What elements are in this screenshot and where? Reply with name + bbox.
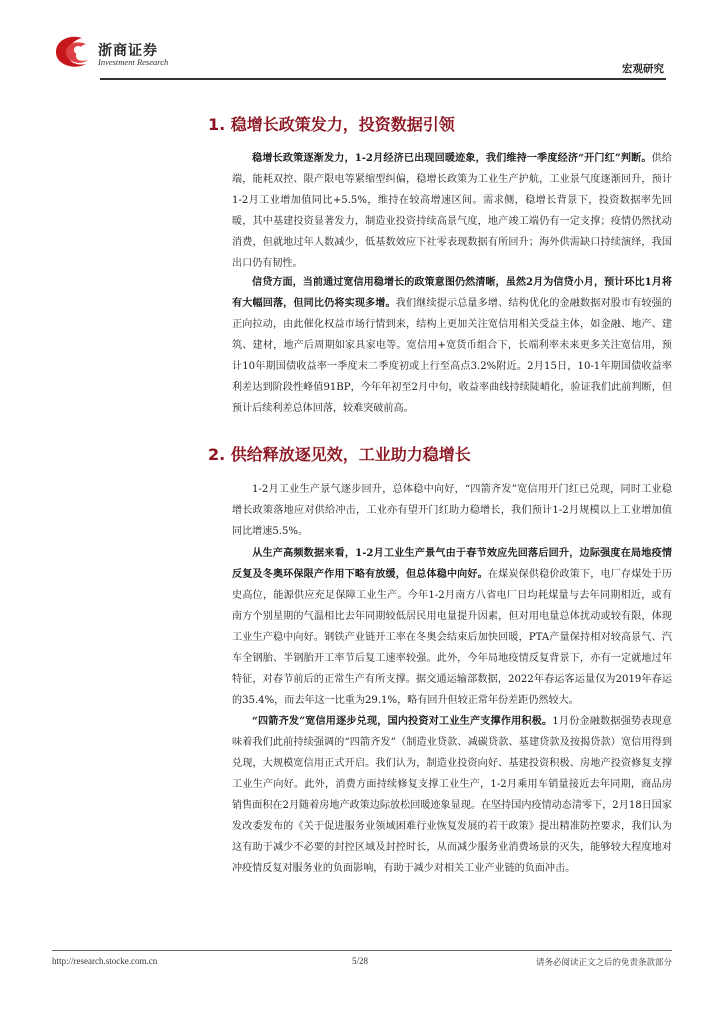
footer-divider xyxy=(52,950,672,951)
paragraph xyxy=(232,479,672,543)
paragraph-lead: “四箭齐发”宽信用逐步兑现，国内投资对工业生产支撑作用积极。 xyxy=(252,716,553,727)
paragraph xyxy=(232,272,672,432)
page-number: 5/28 xyxy=(352,956,369,966)
brand-subtitle: Investment Research xyxy=(98,57,169,67)
report-type: 宏观研究 xyxy=(622,63,664,75)
brand-name: 浙商证券 xyxy=(98,43,158,59)
paragraph-lead: 稳增长政策逐渐发力，1-2月经济已出现回暖迹象，我们维持一季度经济“开门红”判断。 xyxy=(252,153,652,164)
paragraph xyxy=(232,543,672,711)
paragraph-body: 在煤炭保供稳价政策下，电厂存煤处于历史高位，能源供应充足保障工业生产。今年1-2月南方八省电厂日均耗煤量与去年同期相近，或有南方个别星期的气温相比去年同期较低居民用电量提升因素，但对用电量总体扰动或较有限，体现工业生产稳中向好。钢铁产业链开工率在冬奥会结束后加快回暖，PTA产量保持相对较高景气、汽车全钢胎、半钢胎开工率节后复工速率较强。此外，今年局地疫情反复背景下，亦有一定就地过年特征，对春节前后的正常生产有所支撑。据交通运输部数据，2022年春运客运量仅为2019年春运的35.4%，而去年这一比重为29.1%，略有回升但较正常年份差距仍然较大。 xyxy=(232,569,673,706)
paragraph-body: 供给端，能耗双控、限产限电等紧缩型纠偏，稳增长政策为工业生产护航，工业景气度逐渐回升，预计1-2月工业增加值同比+5.5%，维持在较高增速区间。需求侧，稳增长背景下，投资数据率先回暖，其中基建投资显著发力，制造业投资持续高景气度，地产竣工端仍有一定支撑；疫情仍然扰动消费，但就地过年人数减少，低基数效应下社零表现数据有所回升；海外供需缺口持续演绎，我国出口仍有韧性。 xyxy=(232,153,672,269)
page-header xyxy=(0,0,724,80)
paragraph-lead: 从生产高频数据来看，1-2月工业生产景气由于春节效应先回落后回升，边际强度在局地疫情反复及冬奥环保限产作用下略有放缓，但总体稳中向好。 xyxy=(232,548,672,580)
paragraph-lead: 信贷方面，当前通过宽信用稳增长的政策意图仍然清晰，虽然2月为信贷小月，预计环比1月将有大幅回落，但同比仍将实现多增。 xyxy=(232,277,672,309)
disclaimer-note: 请务必阅读正文之后的免责条款部分 xyxy=(535,958,672,968)
paragraph xyxy=(232,711,672,911)
paragraph xyxy=(232,148,672,274)
section-title-2: 2. 供给释放逐见效，工业助力稳增长 xyxy=(208,445,471,464)
section-title-1: 1. 稳增长政策发力，投资数据引领 xyxy=(208,115,455,134)
zheshang-logo-icon xyxy=(52,32,92,68)
footer-url-link[interactable]: http://research.stocke.com.cn xyxy=(52,956,158,966)
paragraph-body: 我们继续提示总量多增、结构优化的金融数据对股市有较强的正向拉动，由此催化权益市场行情到来，结构上更加关注宽信用相关受益主体，如金融、地产、建筑、建材，地产后周期如家具家电等。宽信用+宽货币组合下，长端利率未来更多关注宽信用，预计10年期国债收益率一季度末二季度初或上行至高点3.2%附近。2月15日，10-1年期国债收益率利差达到阶段性峰值91BP，今年年初至2月中旬，收益率曲线持续陡峭化，验证我们此前判断，但预计后续利差总体回落，较难突破前高。 xyxy=(232,298,673,414)
paragraph-body: 1月份金融数据强势表现意味着我们此前持续强调的“四箭齐发”（制造业贷款、减碳贷款、基建贷款及按揭贷款）宽信用得到兑现，大规模宽信用正式开启。我们认为，制造业投资向好、基建投资积极、房地产投资修复支撑工业生产向好。此外，消费方面持续修复支撑工业生产，1-2月乘用车销量接近去年同期，商品房销售面积在2月随着房地产政策边际放松回暖迹象显现。在坚持国内疫情动态清零下，2月18日国家发改委发布的《关于促进服务业领域困难行业恢复发展的若干政策》提出精准防控要求，我们认为这有助于减少不必要的封控区域及封控时长，从而减少服务业消费场景的灭失，能够较大程度地对冲疫情反复对服务业的负面影响，有助于减少对相关工业产业链的负面冲击。 xyxy=(232,716,672,874)
header-divider xyxy=(100,78,666,80)
paragraph-body: 1-2月工业生产景气逐步回升，总体稳中向好，“四箭齐发”宽信用开门红已兑现，同时工业稳增长政策落地应对供给冲击，工业亦有望开门红助力稳增长，我们预计1-2月规模以上工业增加值同比增速5.5%。 xyxy=(232,484,672,537)
